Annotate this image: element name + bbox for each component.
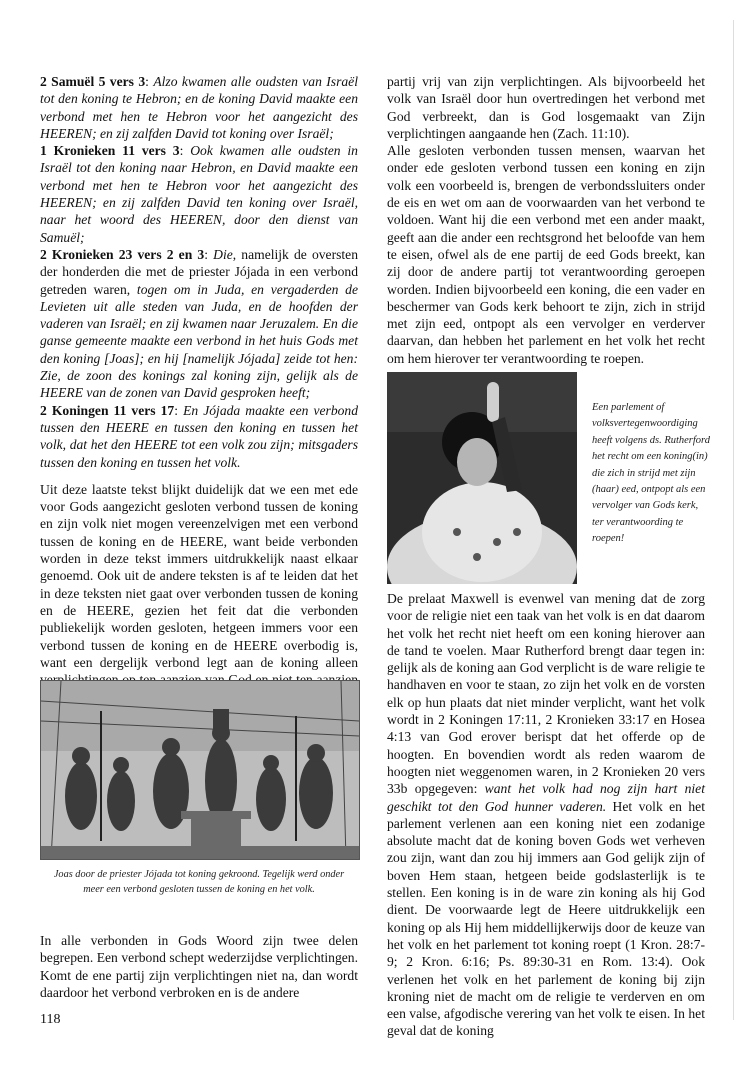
reference: 2 Koningen 11 vers 17 (40, 402, 175, 418)
quote: Ook kwamen alle oudsten in Israël tot den koning naar Hebron, en David maakte een verbond met hen te Hebron voor het aangezicht des HEEREN; en zij zalfden David ten koning over Israël, naar het woord des HEEREN, door den dienst van Samuël; (40, 143, 358, 245)
paragraph: In alle verbonden in Gods Woord zijn twee delen begrepen. Een verbond schept wederzijdse verplichtingen. Komt de ene partij zijn verplichtingen niet na, dan wordt daardoor het verbond verbroken en is de andere (40, 933, 358, 1000)
page-edge-line (733, 20, 734, 1020)
reference: 2 Kronieken 23 vers 2 en 3 (40, 246, 205, 262)
paragraph: De prelaat Maxwell is evenwel van mening dat de zorg voor de religie niet een taak van het volk is en dat daarom het volk het recht niet heeft om een koning hierover aan de tand te voelen. Maar Rutherford brengt daar tegen in: gelijk als de koning aan God verplicht is de ware religie te handhaven en voor te staan, zo zijn het volk en de vorsten elk op hun plaats dat niet minder verplicht, want het volk wordt in 2 Koningen 17:11, 2 Kronieken 33:17 en Hosea 4:13 van God erover berispt dat het offerde op de hoogten. En bovendien wordt als reden waarom de hoogten niet weggenomen waren, in 2 Kronieken 20 vers 33b opgegeven: want het volk had nog zijn hart niet geschikt tot den God hunner vaderen. Het volk en het parlement verlenen aan een koning niet een zodanige absolute macht dat de koning boven Gods wet verheven zou zijn, want dan zou hij immers aan God gelijk zijn of boven Hem staan, hetgeen beide godslasterlijk is te stellen. Een koning is in de ware zin koning als hij God dient. De voorwaarde legt de Heere uitdrukkelijk een koning op als Hij hem middellijkerwijs door de keuze van het volk en het parlement tot koning roept (1 Kron. 28:7-9; 2 Kron. 6:16; Ps. 89:30-31 en Rom. 13:4). Ook verlenen het volk en het parlement de koning bij zijn kroning niet de macht om de religie te verderven en om een valse, afgodische verering van het volk te eisen. In het geval dat de koning (387, 591, 705, 1039)
page-number: 118 (40, 1012, 61, 1027)
quote: En Jójada maakte een verbond tussen den HEERE en tussen den koning en tussen het volk, dat het den HEERE tot een volk zou zijn; mitsgaders tussen den koning en tussen het volk. (40, 402, 359, 470)
quote: want het volk had nog zijn hart niet geschikt tot den God hunner vaderen. (387, 781, 705, 814)
quote: Alzo kwamen alle oudsten van Israël tot den koning te Hebron; en de koning David maakte een verbond met hen te Hebron voor het aangezicht des HEEREN; en zij zalfden David tot koning over Israël; (40, 74, 358, 141)
right-column-top (387, 73, 705, 367)
quote: togen om in Juda, en vergaderden de Levieten uit alle steden van Juda, en de hoofden der vaderen van Israël; en zij kwamen naar Jeruzalem. En die ganse gemeente maakte een verbond in het huis Gods met den koning [Joas]; en hij [namelijk Jójada] zeide tot hen: Zie, de zoon des konings zal koning zijn, gelijk als de HEERE van de zonen van David gesproken heeft; (40, 281, 359, 401)
coronation-engraving-image (41, 681, 359, 859)
paragraph: partij vrij van zijn verplichtingen. Als bijvoorbeeld het volk van Israël door hun overtredingen het verbond met God verbreekt, dan is God losgemaakt van Zijn verplichtingen aangaande hen (Zach. 11:10). (387, 74, 705, 141)
left-column-bottom (40, 932, 358, 1001)
quote: Die (213, 246, 233, 262)
reference: 1 Kronieken 11 vers 3 (40, 143, 180, 159)
engraving-illustration (40, 680, 360, 860)
photo-caption: Een parlement of volksvertegenwoordiging heeft volgens ds. Rutherford het recht om een koning(in) die zich in strijd met zijn (haar) eed, ontpopt als een vervolger van Gods kerk, ter verantwoording te roepen! (592, 402, 711, 545)
paragraph: Uit deze laatste tekst blijkt duidelijk dat we een met ede voor Gods aangezicht gesloten verbond tussen de koning en zijn volk niet mogen vereenzelvigen met een verbond tussen de koning en de HEERE, want beide verbonden worden in deze tekst immers uitdrukkelijk naast elkaar genoemd. Ook uit de andere teksten is af te leiden dat het in deze teksten niet gaat over verbonden tussen de koning en de HEERE, gezien het feit dat die verbonden publiekelijk worden gesloten, hetgeen immers voor een verbond tussen de koning en de HEERE overbodig is, want een dergelijk verbond legt aan de koning alleen (40, 481, 358, 670)
left-column-top (40, 73, 358, 706)
reference: 2 Samuël 5 vers 3 (40, 74, 146, 89)
queen-raising-hand-photo (387, 372, 577, 584)
engraving-caption: Joas door de priester Jójada tot koning gekroond. Tegelijk werd onder meer een verbond gesloten tussen de koning en het volk. (53, 869, 345, 895)
scripture-quotes: 2 Samuël 5 vers 3: Alzo kwamen alle oudsten van Israël tot den koning te Hebron; en de koning David maakte een verbond met hen te Hebron voor het aangezicht des HEEREN; en zij zalfden David tot koning over Israël; 1 Kronieken 11 vers 3: Ook kwamen alle oudsten in Israël tot den koning naar Hebron, en David maakte een verbond met hen te Hebron voor het aangezicht des HEEREN; en zij zalfden David ten koning over Israël, naar het woord des HEEREN, door den dienst van Samuël; 2 Kronieken 23 vers 2 en 3: Die, namelijk de oversten der honderden die met de priester Jójada in een verbond getreden waren, togen om in Juda, en vergaderden de Levieten uit alle steden van Juda, en de hoofden der vaderen van Israël; en zij kwamen naar Jeruzalem. En die ganse gemeente maakte een verbond in het huis Gods met den koning [Joas]; en hij [namelijk Jójada] zeide tot hen: Zie, de zoon des konings zal koning zijn, gelijk als de HEERE van de zonen van David gesproken heeft; 2 Koningen 11 vers 17: En Jójada maakte een verbond tussen den HEERE en tussen den koning en tussen het volk, dat het den HEERE tot een volk zou zijn; mitsgaders tussen den koning en tussen het volk. (40, 74, 359, 470)
paragraph: Alle gesloten verbonden tussen mensen, waarvan het onder ede gesloten verbond tussen een koning en zijn volk een voorbeeld is, brengen de verbondssluiters onder de eis en wet om aan de voorwaarden van het verbond te voldoen. Want hij die een verbond met een ander maakt, geeft aan die ander een rechtsgrond het beloofde van hem te eisen, ofwel als de ene partij de eed Gods breekt, kan zij door de andere partij tot verantwoording geroepen worden. Indien bijvoorbeeld een koning, die een vader en beschermer van Gods kerk behoort te zijn, zich in strijd met zijn eed, ontpopt als een vervolger en verderver daarvan, dan hebben het parlement en het volk het recht om hem hierover ter verantwoording te roepen. (387, 143, 705, 366)
photo-queen (387, 372, 577, 584)
right-column-bottom (387, 590, 705, 1040)
